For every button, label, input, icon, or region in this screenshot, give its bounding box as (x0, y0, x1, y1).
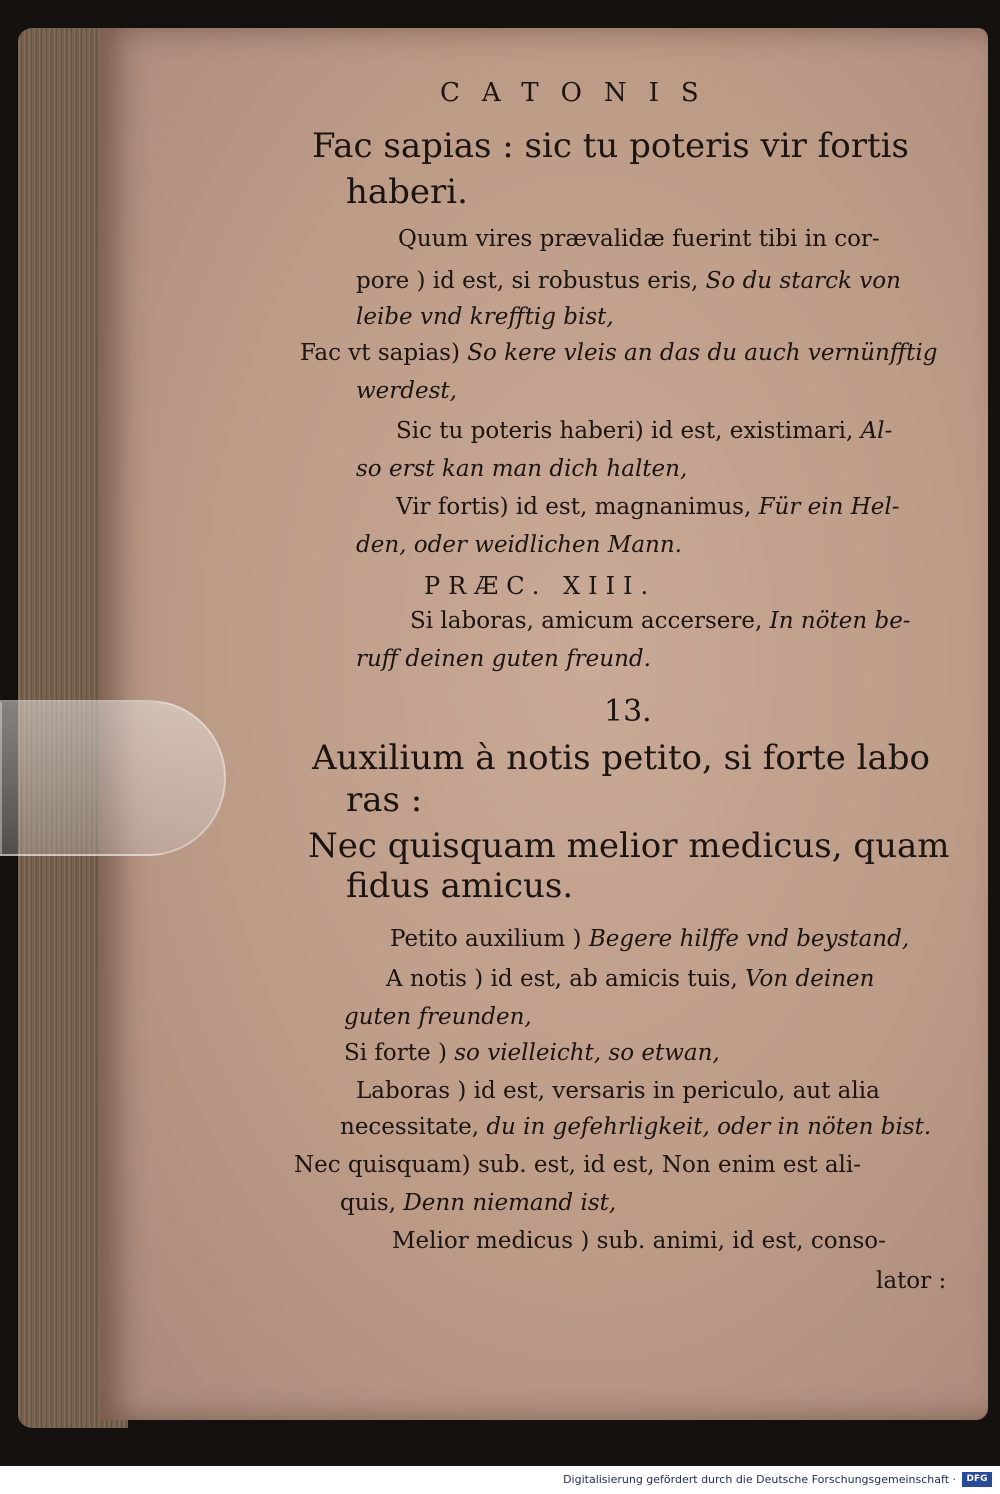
verse-number: 13. (604, 694, 652, 729)
commentary-line: Melior medicus ) sub. animi, id est, conso- (392, 1228, 886, 1254)
funding-credit: Digitalisierung gefördert durch die Deutsche Forschungsgemeinschaft · (563, 1473, 956, 1486)
footer-bar (0, 1466, 1000, 1494)
commentary-line: ruff deinen guten freund. (356, 646, 651, 672)
verse-line: Auxilium à notis petito, si forte labo (312, 738, 931, 778)
commentary-line: Vir fortis) id est, magnanimus, Für ein Hel- (396, 494, 900, 520)
dfg-logo: DFG (962, 1472, 992, 1487)
commentary-line: A notis ) id est, ab amicis tuis, Von deinen (386, 966, 875, 992)
commentary-line: leibe vnd krefftig bist, (356, 304, 614, 330)
commentary-line: Sic tu poteris haberi) id est, existimari, Al- (396, 418, 893, 444)
commentary-line: necessitate, du in gefehrligkeit, oder in nöten bist. (340, 1114, 932, 1140)
verse-line: Nec quisquam melior medicus, quam (308, 826, 950, 866)
commentary-line: den, oder weidlichen Mann. (356, 532, 682, 558)
verse-line: ras : (346, 780, 423, 820)
commentary-line: Nec quisquam) sub. est, id est, Non enim est ali- (294, 1152, 862, 1178)
commentary-line: Petito auxilium ) Begere hilffe vnd beystand, (390, 926, 910, 952)
commentary-line: so erst kan man dich halten, (356, 456, 688, 482)
commentary-line: werdest, (356, 378, 457, 404)
commentary-line: lator : (876, 1268, 947, 1294)
commentary-line: Fac vt sapias) So kere vleis an das du auch vernünfftig (300, 340, 938, 366)
verse-line: Fac sapias : sic tu poteris vir fortis (312, 126, 909, 166)
commentary-line: Si forte ) so vielleicht, so etwan, (344, 1040, 720, 1066)
running-header: CATONIS (440, 78, 721, 108)
commentary-line: pore ) id est, si robustus eris, So du starck von (356, 268, 901, 294)
commentary-line: Laboras ) id est, versaris in periculo, aut alia (356, 1078, 880, 1104)
commentary-line: Si laboras, amicum accersere, In nöten be- (410, 608, 911, 634)
precept-heading: PRÆC. XIII. (424, 572, 657, 600)
commentary-line: Quum vires prævalidæ fuerint tibi in cor- (398, 226, 880, 252)
commentary-line: guten freunden, (344, 1004, 532, 1030)
verse-line: haberi. (346, 172, 468, 212)
verse-line: fidus amicus. (346, 866, 574, 906)
commentary-line: quis, Denn niemand ist, (340, 1190, 617, 1216)
